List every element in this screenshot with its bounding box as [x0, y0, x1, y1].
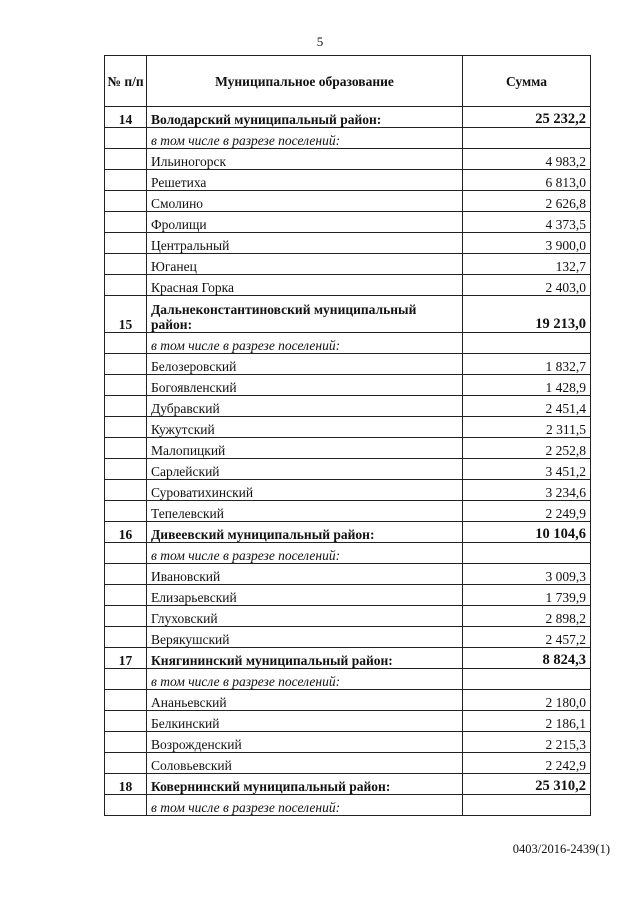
row-number: [105, 333, 147, 354]
settlement-row: [105, 564, 591, 585]
municipality-name: Тепелевский: [147, 501, 463, 522]
row-number: [105, 191, 147, 212]
municipality-name: Дальнеконстантиновский муниципальный район:: [147, 296, 463, 333]
row-number: [105, 585, 147, 606]
sum-value: 1 739,9: [463, 585, 591, 606]
municipality-name: в том числе в разрезе поселений:: [147, 669, 463, 690]
settlement-row: [105, 233, 591, 254]
sum-value: 1 428,9: [463, 375, 591, 396]
sum-value: [463, 669, 591, 690]
district-row: [105, 107, 591, 128]
row-number: [105, 501, 147, 522]
district-row: [105, 648, 591, 669]
sum-value: 2 186,1: [463, 711, 591, 732]
sum-value: 2 311,5: [463, 417, 591, 438]
row-number: [105, 128, 147, 149]
municipality-name: Центральный: [147, 233, 463, 254]
subheading-row: [105, 795, 591, 816]
subheading-row: [105, 128, 591, 149]
settlement-row: [105, 149, 591, 170]
settlement-row: [105, 212, 591, 233]
sum-value: 4 373,5: [463, 212, 591, 233]
municipality-name: в том числе в разрезе поселений:: [147, 128, 463, 149]
row-number: [105, 732, 147, 753]
municipality-name: Богоявленский: [147, 375, 463, 396]
row-number: [105, 233, 147, 254]
row-number: [105, 795, 147, 816]
municipality-name: Суроватихинский: [147, 480, 463, 501]
municipality-name: в том числе в разрезе поселений:: [147, 333, 463, 354]
settlement-row: [105, 480, 591, 501]
allocation-table: [104, 55, 591, 816]
sum-value: [463, 333, 591, 354]
sum-value: 2 898,2: [463, 606, 591, 627]
row-number: [105, 627, 147, 648]
municipality-name: в том числе в разрезе поселений:: [147, 795, 463, 816]
sum-value: [463, 543, 591, 564]
sum-value: 10 104,6: [463, 522, 591, 543]
municipality-name: в том числе в разрезе поселений:: [147, 543, 463, 564]
row-number: [105, 417, 147, 438]
sum-value: [463, 128, 591, 149]
municipality-name: Решетиха: [147, 170, 463, 191]
sum-value: [463, 795, 591, 816]
settlement-row: [105, 501, 591, 522]
row-number: [105, 543, 147, 564]
district-row: [105, 296, 591, 333]
row-number: 14: [105, 107, 147, 128]
municipality-name: Дивеевский муниципальный район:: [147, 522, 463, 543]
row-number: [105, 149, 147, 170]
sum-value: 25 232,2: [463, 107, 591, 128]
sum-value: 3 009,3: [463, 564, 591, 585]
municipality-name: Верякушский: [147, 627, 463, 648]
row-number: [105, 459, 147, 480]
settlement-row: [105, 627, 591, 648]
header-sum: Сумма: [463, 56, 591, 107]
subheading-row: [105, 543, 591, 564]
sum-value: 25 310,2: [463, 774, 591, 795]
municipality-name: Возрожденский: [147, 732, 463, 753]
settlement-row: [105, 354, 591, 375]
settlement-row: [105, 275, 591, 296]
sum-value: 2 180,0: [463, 690, 591, 711]
row-number: [105, 275, 147, 296]
row-number: [105, 753, 147, 774]
sum-value: 2 626,8: [463, 191, 591, 212]
sum-value: 4 983,2: [463, 149, 591, 170]
settlement-row: [105, 396, 591, 417]
row-number: [105, 711, 147, 732]
sum-value: 8 824,3: [463, 648, 591, 669]
row-number: [105, 480, 147, 501]
row-number: [105, 564, 147, 585]
row-number: [105, 690, 147, 711]
row-number: 15: [105, 296, 147, 333]
settlement-row: [105, 191, 591, 212]
municipality-name: Смолино: [147, 191, 463, 212]
document-code: 0403/2016-2439(1): [512, 842, 610, 856]
subheading-row: [105, 333, 591, 354]
municipality-name: Соловьевский: [147, 753, 463, 774]
sum-value: 2 451,4: [463, 396, 591, 417]
municipality-name: Малопицкий: [147, 438, 463, 459]
municipality-name: Глуховский: [147, 606, 463, 627]
sum-value: 3 451,2: [463, 459, 591, 480]
settlement-row: [105, 732, 591, 753]
row-number: [105, 375, 147, 396]
district-row: [105, 774, 591, 795]
sum-value: 2 457,2: [463, 627, 591, 648]
municipality-name: Володарский муниципальный район:: [147, 107, 463, 128]
row-number: [105, 254, 147, 275]
row-number: [105, 438, 147, 459]
sum-value: 3 900,0: [463, 233, 591, 254]
sum-value: 2 252,8: [463, 438, 591, 459]
table-body: [105, 107, 591, 816]
row-number: [105, 212, 147, 233]
settlement-row: [105, 170, 591, 191]
sum-value: 2 215,3: [463, 732, 591, 753]
municipality-name: Фролищи: [147, 212, 463, 233]
municipality-name: Ананьевский: [147, 690, 463, 711]
settlement-row: [105, 459, 591, 480]
settlement-row: [105, 375, 591, 396]
municipality-name: Княгининский муниципальный район:: [147, 648, 463, 669]
row-number: [105, 354, 147, 375]
header-number: № п/п: [105, 56, 147, 107]
sum-value: 2 242,9: [463, 753, 591, 774]
sum-value: 2 403,0: [463, 275, 591, 296]
municipality-name: Ильиногорск: [147, 149, 463, 170]
sum-value: 2 249,9: [463, 501, 591, 522]
settlement-row: [105, 753, 591, 774]
settlement-row: [105, 606, 591, 627]
settlement-row: [105, 711, 591, 732]
municipality-name: Кужутский: [147, 417, 463, 438]
municipality-name: Ивановский: [147, 564, 463, 585]
row-number: [105, 669, 147, 690]
table-header-row: [105, 56, 591, 107]
municipality-name: Дубравский: [147, 396, 463, 417]
header-municipality: Муниципальное образование: [147, 56, 463, 107]
row-number: 17: [105, 648, 147, 669]
sum-value: 6 813,0: [463, 170, 591, 191]
row-number: 18: [105, 774, 147, 795]
municipality-name: Белкинский: [147, 711, 463, 732]
municipality-name: Юганец: [147, 254, 463, 275]
sum-value: 19 213,0: [463, 296, 591, 333]
page-number: 5: [316, 34, 324, 49]
sum-value: 132,7: [463, 254, 591, 275]
row-number: 16: [105, 522, 147, 543]
settlement-row: [105, 417, 591, 438]
municipality-name: Сарлейский: [147, 459, 463, 480]
municipality-name: Елизарьевский: [147, 585, 463, 606]
municipality-name: Красная Горка: [147, 275, 463, 296]
municipality-name: Белозеровский: [147, 354, 463, 375]
settlement-row: [105, 438, 591, 459]
sum-value: 3 234,6: [463, 480, 591, 501]
subheading-row: [105, 669, 591, 690]
row-number: [105, 606, 147, 627]
sum-value: 1 832,7: [463, 354, 591, 375]
district-row: [105, 522, 591, 543]
settlement-row: [105, 254, 591, 275]
settlement-row: [105, 690, 591, 711]
row-number: [105, 396, 147, 417]
municipality-name: Ковернинский муниципальный район:: [147, 774, 463, 795]
settlement-row: [105, 585, 591, 606]
row-number: [105, 170, 147, 191]
